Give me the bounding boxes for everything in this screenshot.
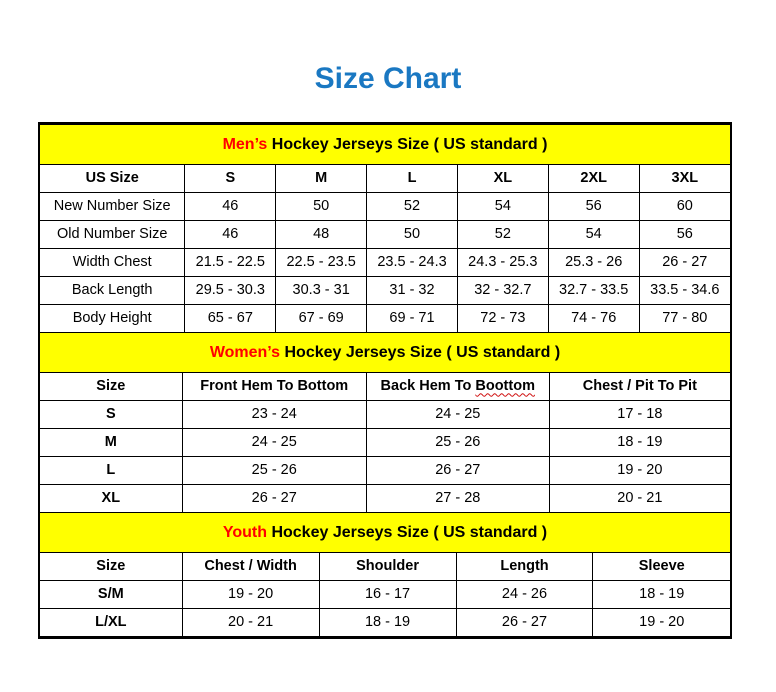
youth-section-band: [40, 513, 730, 553]
youth-header-row: [40, 553, 730, 581]
size-value: 25 - 26: [366, 429, 549, 457]
size-value: 29.5 - 30.3: [185, 277, 276, 305]
misspelled-word: Boottom: [475, 377, 535, 394]
col-header-size: Size: [40, 373, 182, 401]
row-label: M: [40, 429, 182, 457]
size-value: 56: [548, 193, 639, 221]
page-title: Size Chart: [314, 62, 462, 95]
size-value: 52: [367, 193, 458, 221]
womens-title-rest: Hockey Jerseys Size ( US standard ): [280, 343, 561, 361]
table-row: [40, 277, 730, 305]
table-row: [40, 221, 730, 249]
size-value: 26 - 27: [366, 457, 549, 485]
col-header-chest-width: Chest / Width: [182, 553, 319, 581]
row-label: New Number Size: [40, 193, 185, 221]
size-value: 30.3 - 31: [276, 277, 367, 305]
col-header-size: Size: [40, 553, 182, 581]
row-label: S/M: [40, 581, 182, 609]
row-label: XL: [40, 485, 182, 513]
size-value: 54: [548, 221, 639, 249]
table-row: [40, 609, 730, 637]
table-row: [40, 305, 730, 333]
size-value: 19 - 20: [593, 609, 730, 637]
size-value: 27 - 28: [366, 485, 549, 513]
size-value: 67 - 69: [276, 305, 367, 333]
size-value: 56: [639, 221, 730, 249]
size-value: 23.5 - 24.3: [367, 249, 458, 277]
size-value: 52: [457, 221, 548, 249]
table-row: [40, 429, 730, 457]
mens-title-rest: Hockey Jerseys Size ( US standard ): [267, 135, 548, 153]
size-value: 46: [185, 221, 276, 249]
youth-category-word: Youth: [222, 523, 267, 541]
col-header-back-hem-to-boottom: Back Hem To Boottom: [366, 373, 549, 401]
size-value: 19 - 20: [182, 581, 319, 609]
size-value: 25.3 - 26: [548, 249, 639, 277]
size-value: 26 - 27: [639, 249, 730, 277]
table-row: [40, 485, 730, 513]
size-value: 26 - 27: [456, 609, 593, 637]
col-header-xl: XL: [457, 165, 548, 193]
size-value: 24.3 - 25.3: [457, 249, 548, 277]
womens-table-body: [40, 401, 730, 513]
mens-header-row: [40, 165, 730, 193]
size-value: 46: [185, 193, 276, 221]
table-row: [40, 401, 730, 429]
size-value: 26 - 27: [182, 485, 366, 513]
size-value: 16 - 17: [319, 581, 456, 609]
size-value: 65 - 67: [185, 305, 276, 333]
size-value: 24 - 25: [366, 401, 549, 429]
womens-section-title: [40, 333, 730, 373]
col-header-front-hem-to-bottom: Front Hem To Bottom: [182, 373, 366, 401]
size-value: 32 - 32.7: [457, 277, 548, 305]
table-row: [40, 581, 730, 609]
size-value: 19 - 20: [549, 457, 730, 485]
size-chart-tables: [38, 122, 732, 639]
womens-header-row: [40, 373, 730, 401]
womens-section-band: [40, 333, 730, 373]
col-header-length: Length: [456, 553, 593, 581]
row-label: L: [40, 457, 182, 485]
size-value: 50: [367, 221, 458, 249]
col-header-3xl: 3XL: [639, 165, 730, 193]
size-value: 77 - 80: [639, 305, 730, 333]
size-value: 17 - 18: [549, 401, 730, 429]
size-value: 18 - 19: [549, 429, 730, 457]
size-value: 20 - 21: [182, 609, 319, 637]
size-value: 23 - 24: [182, 401, 366, 429]
size-value: 22.5 - 23.5: [276, 249, 367, 277]
col-header-sleeve: Sleeve: [593, 553, 730, 581]
table-row: [40, 249, 730, 277]
size-value: 33.5 - 34.6: [639, 277, 730, 305]
table-row: [40, 193, 730, 221]
womens-category-word: Women’s: [209, 343, 281, 361]
mens-table-body: [40, 193, 730, 333]
size-value: 20 - 21: [549, 485, 730, 513]
size-value: 48: [276, 221, 367, 249]
mens-section-band: [40, 125, 730, 165]
mens-category-word: Men’s: [222, 135, 268, 153]
youth-title-rest: Hockey Jerseys Size ( US standard ): [267, 523, 548, 541]
size-value: 25 - 26: [182, 457, 366, 485]
row-label: Width Chest: [40, 249, 185, 277]
mens-section-title: [40, 125, 730, 165]
mens-size-table: [40, 124, 730, 333]
size-value: 74 - 76: [548, 305, 639, 333]
size-value: 21.5 - 22.5: [185, 249, 276, 277]
col-header-us-size: US Size: [40, 165, 185, 193]
size-value: 69 - 71: [367, 305, 458, 333]
size-value: 50: [276, 193, 367, 221]
col-header-l: L: [367, 165, 458, 193]
col-header-2xl: 2XL: [548, 165, 639, 193]
size-value: 60: [639, 193, 730, 221]
youth-section-title: [40, 513, 730, 553]
size-value: 18 - 19: [319, 609, 456, 637]
row-label: Body Height: [40, 305, 185, 333]
size-value: 54: [457, 193, 548, 221]
row-label: Back Length: [40, 277, 185, 305]
row-label: L/XL: [40, 609, 182, 637]
youth-table-body: [40, 581, 730, 637]
row-label: Old Number Size: [40, 221, 185, 249]
size-value: 31 - 32: [367, 277, 458, 305]
size-value: 32.7 - 33.5: [548, 277, 639, 305]
womens-size-table: [40, 332, 730, 513]
col-header-shoulder: Shoulder: [319, 553, 456, 581]
size-value: 18 - 19: [593, 581, 730, 609]
col-header-m: M: [276, 165, 367, 193]
row-label: S: [40, 401, 182, 429]
col-header-s: S: [185, 165, 276, 193]
col-header-chest-pit-to-pit: Chest / Pit To Pit: [549, 373, 730, 401]
size-value: 24 - 25: [182, 429, 366, 457]
size-value: 24 - 26: [456, 581, 593, 609]
table-row: [40, 457, 730, 485]
size-value: 72 - 73: [457, 305, 548, 333]
youth-size-table: [40, 512, 730, 637]
